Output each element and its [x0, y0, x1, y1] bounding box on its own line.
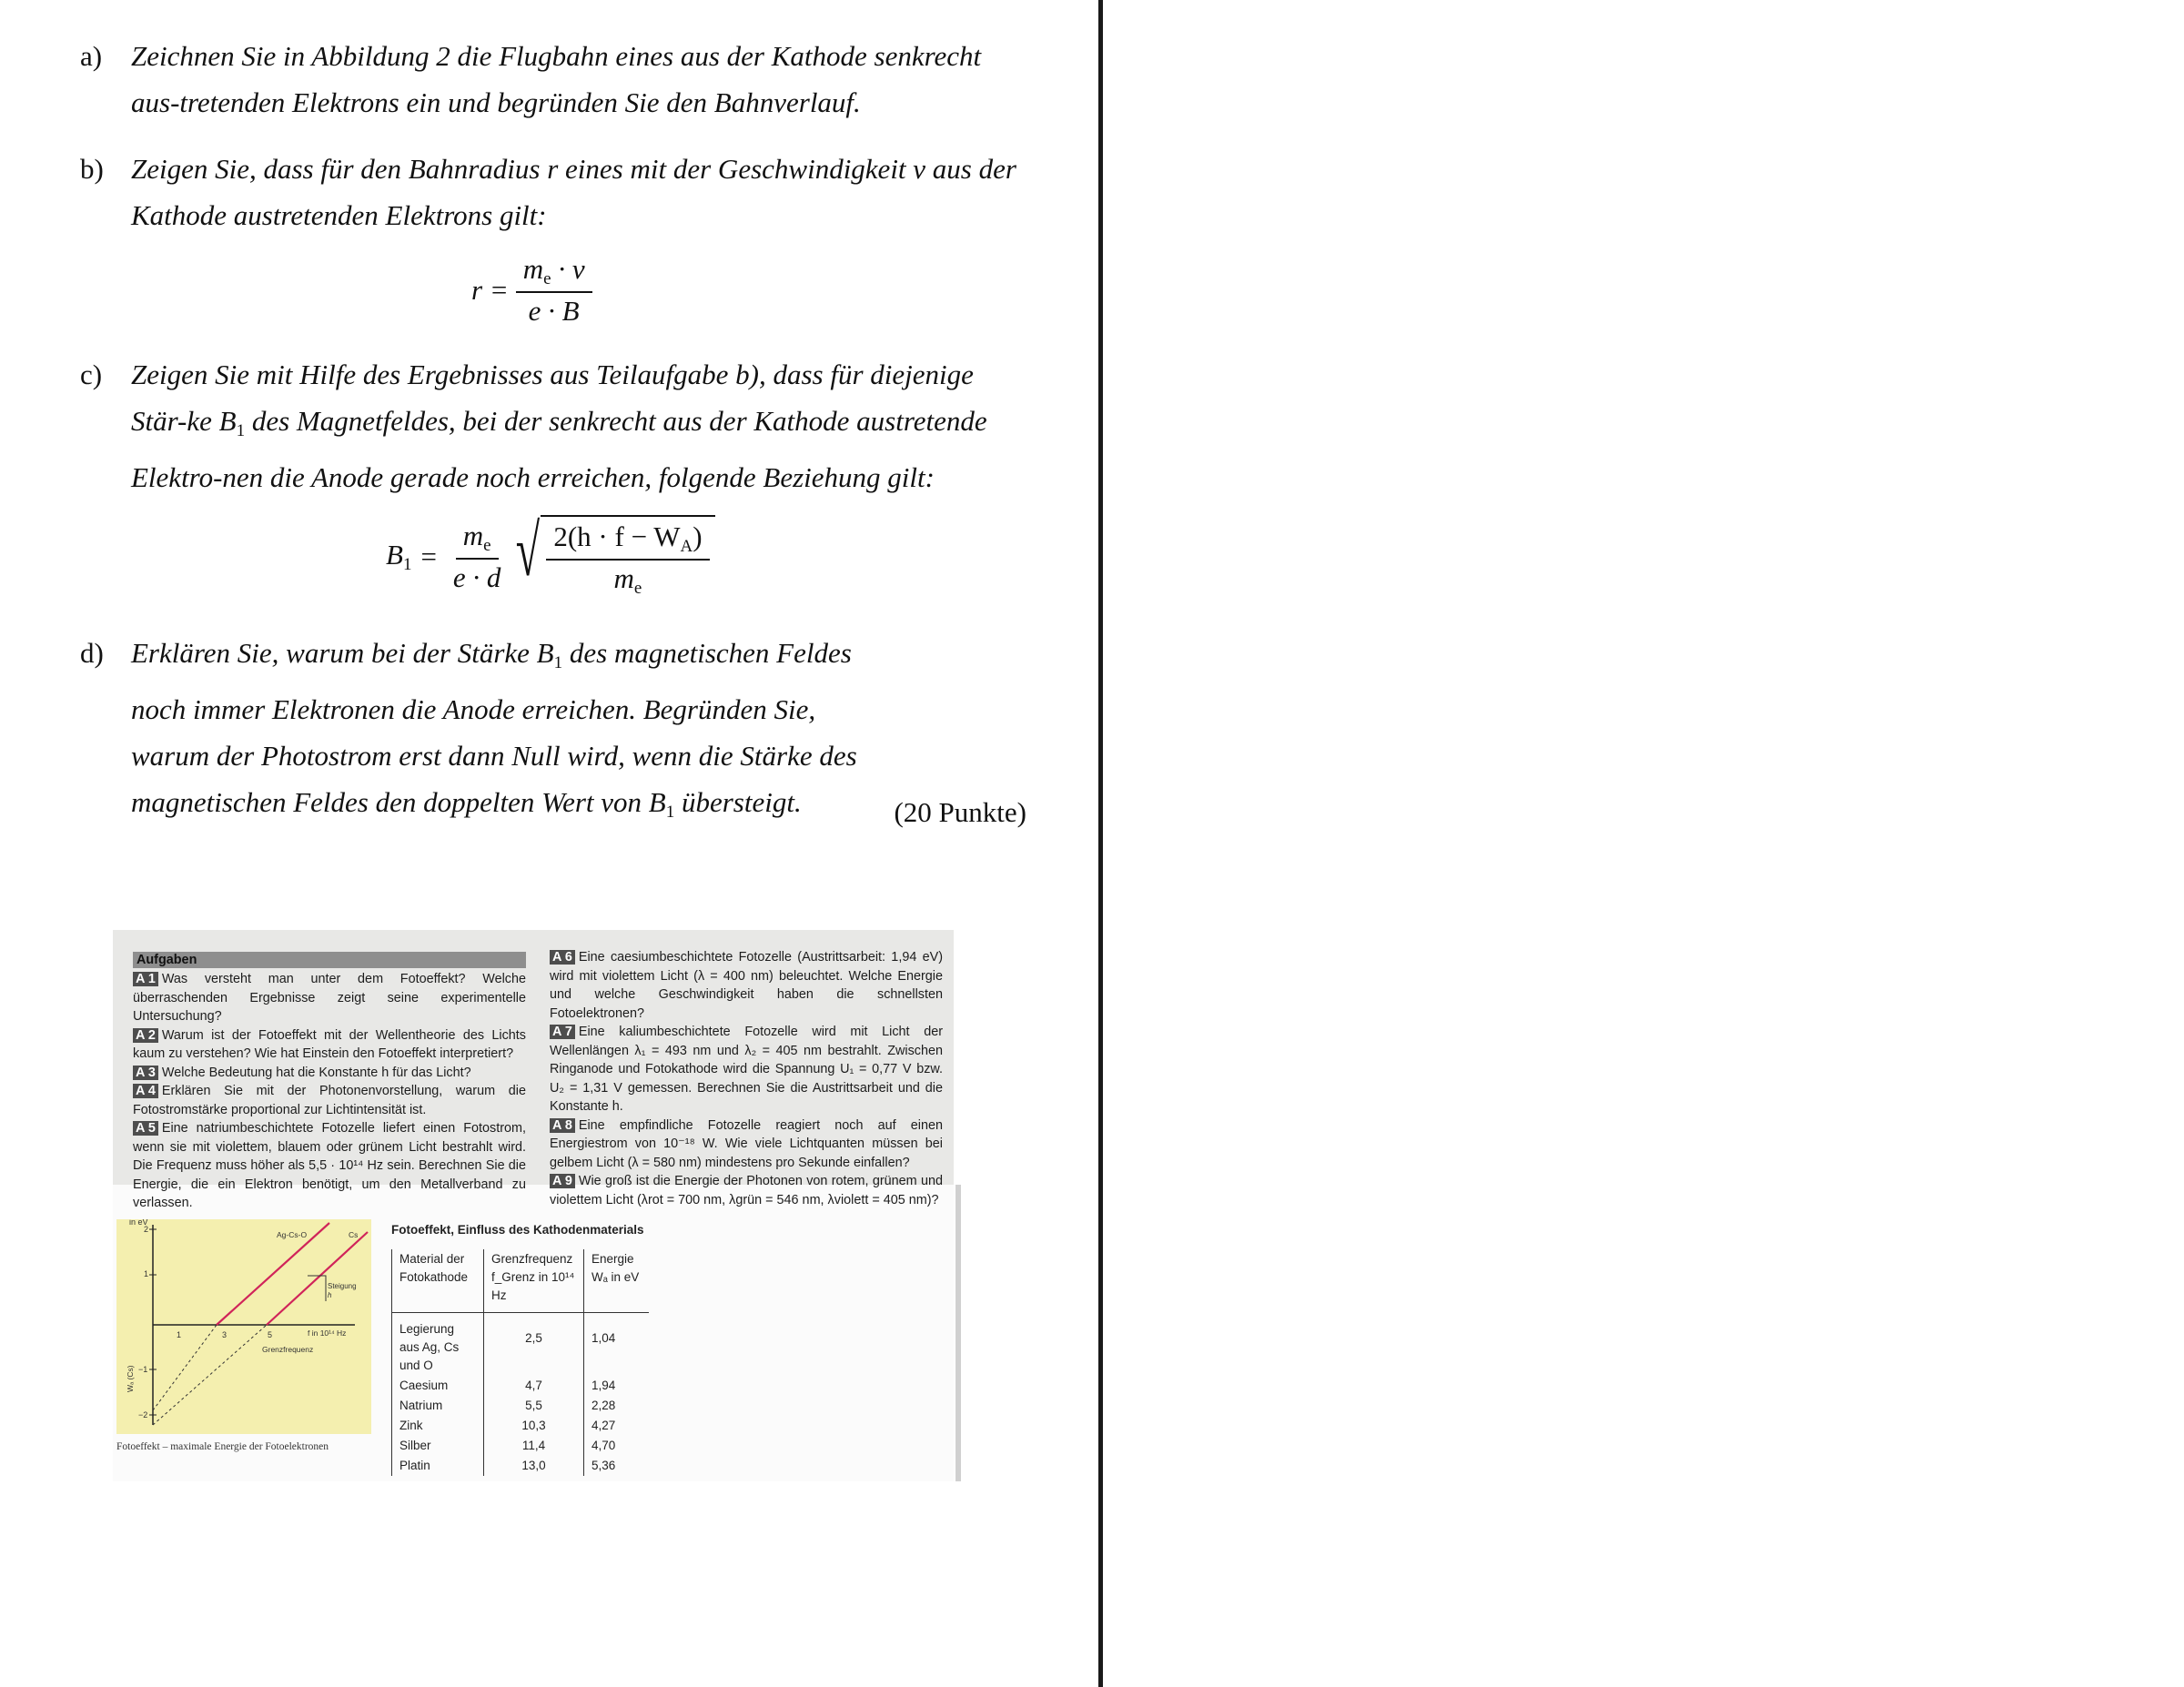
table-cell: Silber: [399, 1439, 431, 1452]
table-title: Fotoeffekt, Einfluss des Kathodenmaterials: [391, 1223, 644, 1237]
subscript: 1: [665, 803, 675, 822]
y-tick-label: 2: [144, 1225, 149, 1234]
formula-sub: e: [543, 269, 551, 288]
aufgabe-tag: A 3: [133, 1066, 158, 1080]
formula-eq: =: [420, 540, 437, 572]
formula-num-rest: · v: [551, 253, 585, 285]
aufgabe-item: [133, 1026, 526, 1064]
aufgabe-tag: A 8: [550, 1118, 575, 1133]
y-tick-label: −1: [138, 1365, 148, 1374]
series-line-agcso: [217, 1223, 329, 1325]
photoeffect-chart: [116, 1219, 371, 1434]
task-b: [80, 146, 1026, 238]
table-header: Grenzfrequenz f_Grenz in 10¹⁴ Hz: [483, 1249, 583, 1313]
formula-lhs: [386, 539, 411, 575]
slope-symbol: h: [328, 1291, 332, 1299]
scan-edge: [956, 1185, 961, 1481]
aufgabe-tag: A 9: [550, 1174, 575, 1188]
task-text: Zeichnen Sie in Abbildung 2 die Flugbahn eines aus der Kathode senkrecht aus-tretenden Elektrons ein und begründen Sie den Bahnverlauf.: [131, 40, 982, 118]
formula-root-num: 2(h · f − W: [553, 520, 681, 552]
y-tick-label: −2: [138, 1410, 148, 1419]
table-cell: Zink: [399, 1419, 423, 1432]
subscript: 1: [236, 421, 246, 440]
formula-root-num-end: ): [693, 520, 703, 552]
x-tick-label: 3: [222, 1330, 228, 1339]
formula-fraction: [446, 520, 509, 594]
aufgabe-item: [550, 1116, 943, 1173]
x-tick-label: 5: [268, 1330, 273, 1339]
aufgabe-item: [133, 970, 526, 1026]
aufgabe-item: [550, 948, 943, 1023]
aufgabe-tag: A 4: [133, 1084, 158, 1098]
table-cell: 4,70: [583, 1436, 649, 1456]
y-unit-label: in eV: [129, 1219, 148, 1227]
aufgaben-column-right: [550, 948, 943, 1209]
formula-b1: [386, 511, 715, 599]
task-label: b): [80, 153, 104, 185]
formula-den: e · B: [528, 295, 580, 327]
table-cell: 5,36: [583, 1456, 649, 1476]
aufgabe-tag: A 6: [550, 950, 575, 965]
table-grid: [391, 1249, 664, 1476]
material-table: [391, 1223, 664, 1476]
aufgabe-text: Eine caesiumbeschichtete Fotozelle (Austrittsarbeit: 1,94 eV) wird mit violettem Licht (λ = 400 nm) beleuchtet. Welche Energie und welche Geschwindigkeit haben die schnellsten Fotoelektronen?: [550, 950, 943, 1021]
x-tick-label: 1: [177, 1330, 182, 1339]
task-text-part: des magnetischen Feldes noch immer Elektronen die Anode erreichen. Begründen Sie, warum der Photostrom erst dann Null wird, wenn die Stärke des magnetischen Feldes den doppelten Wert von B: [131, 637, 857, 818]
aufgabe-tag: A 1: [133, 972, 158, 986]
task-text: [131, 351, 1026, 500]
series-label: Ag-Cs-O: [277, 1230, 308, 1239]
aufgabe-text: Eine kaliumbeschichtete Fotozelle wird mit Licht der Wellenlängen λ₁ = 493 nm und λ₂ = 405 nm bestrahlt. Zwischen Ringanode und Fotokathode wird die Spannung U₁ = 0,77 V bzw. U₂ = 1,31 V gemessen. Berechnen Sie die Austrittsarbeit und die Konstante h.: [550, 1025, 943, 1114]
table-header: Energie Wₐ in eV: [583, 1249, 649, 1313]
formula-sqrt: [508, 511, 714, 599]
task-d: [80, 630, 1026, 835]
task-label: d): [80, 637, 104, 669]
formula-root-den: m: [613, 562, 634, 594]
points-label: (20 Punkte): [894, 796, 1026, 828]
formula-den: e · d: [452, 561, 501, 593]
x-axis-label: f in 10¹⁴ Hz: [308, 1328, 347, 1338]
table-cell: 1,94: [583, 1376, 649, 1396]
table-cell: 13,0: [483, 1456, 583, 1476]
table-cell: 11,4: [483, 1436, 583, 1456]
dashed-extension: [153, 1325, 217, 1410]
aufgabe-item: [133, 1082, 526, 1119]
task-text: [131, 630, 881, 835]
y-tick-label: 1: [144, 1269, 149, 1278]
table-cell: 2,5: [483, 1313, 583, 1376]
sqrt-fraction: [546, 520, 709, 599]
task-text-part: Erklären Sie, warum bei der Stärke B: [131, 637, 554, 669]
aufgabe-text: Wie groß ist die Energie der Photonen von rotem, grünem und violettem Licht (λrot = 700 nm, λgrün = 546 nm, λviolett = 405 nm)?: [550, 1174, 943, 1207]
table-cell: Legierung aus Ag, Cs und O: [399, 1322, 460, 1372]
formula-lhs-symbol: B: [386, 539, 403, 571]
aufgaben-column-left: [133, 952, 526, 1213]
formula-sub: e: [633, 579, 642, 598]
formula-lhs: r =: [471, 274, 509, 306]
formula-fraction: [516, 253, 592, 328]
task-a: [80, 33, 1026, 126]
aufgabe-text: Eine empfindliche Fotozelle reagiert noch auf einen Energiestrom von 10⁻¹⁸ W. Wie viele Lichtquanten müssen bei gelbem Licht (λ = 580 nm) mindestens pro Sekunde einfallen?: [550, 1117, 943, 1170]
task-c: [80, 351, 1026, 500]
y-axis-label: Wₐ (Cs): [126, 1365, 135, 1392]
page-divider: [1098, 0, 1103, 1687]
aufgaben-panel: [113, 930, 954, 1210]
aufgabe-text: Eine natriumbeschichtete Fotozelle liefert einen Fotostrom, wenn sie mit violettem, blauem oder grünem Licht bestrahlt wird. Die Frequenz muss höher als 5,5 · 10¹⁴ Hz sein. Berechnen Sie die Energie, die ein Elektron benötigt, um den Metallverband zu verlassen.: [133, 1121, 526, 1210]
aufgabe-item: [133, 1064, 526, 1083]
dashed-extension: [153, 1325, 267, 1425]
task-text: Zeigen Sie, dass für den Bahnradius r eines mit der Geschwindigkeit v aus der Kathode austretenden Elektrons gilt:: [131, 153, 1016, 231]
table-cell: 5,5: [483, 1396, 583, 1416]
aufgabe-text: Warum ist der Fotoeffekt mit der Wellentheorie des Lichts kaum zu verstehen? Wie hat Einstein den Fotoeffekt interpretiert?: [133, 1027, 526, 1061]
task-label: a): [80, 40, 103, 72]
formula-sub: e: [483, 536, 491, 555]
aufgabe-item: [133, 1119, 526, 1213]
table-cell: 4,27: [583, 1416, 649, 1436]
series-label: Cs: [349, 1230, 359, 1239]
table-cell: 2,28: [583, 1396, 649, 1416]
aufgabe-item: [550, 1172, 943, 1209]
formula-radius: [471, 253, 592, 328]
formula-num: m: [522, 253, 544, 285]
table-cell: Natrium: [399, 1399, 443, 1412]
task-text-part: übersteigt.: [674, 786, 802, 818]
formula-sub: 1: [402, 555, 412, 574]
aufgabe-tag: A 5: [133, 1121, 158, 1136]
threshold-label: Grenzfrequenz: [262, 1345, 314, 1354]
aufgabe-text: Was versteht man unter dem Fotoeffekt? Welche überraschenden Ergebnisse zeigt seine experimentelle Untersuchung?: [133, 972, 526, 1024]
table-cell: Caesium: [399, 1379, 449, 1392]
table-cell: 1,04: [583, 1313, 649, 1376]
aufgabe-tag: A 7: [550, 1025, 575, 1039]
table-cell: 4,7: [483, 1376, 583, 1396]
table-header: Material der Fotokathode: [392, 1249, 483, 1313]
aufgabe-text: Erklären Sie mit der Photonenvorstellung, warum die Fotostromstärke proportional zur Lichtintensität ist.: [133, 1084, 526, 1117]
sqrt-icon: √: [516, 511, 541, 591]
formula-sub: A: [680, 537, 693, 556]
aufgabe-item: [550, 1023, 943, 1116]
task-label: c): [80, 359, 103, 390]
series-line-cs: [267, 1232, 368, 1325]
textbook-scan: [113, 930, 954, 1481]
subscript: 1: [553, 653, 563, 672]
task-text-part: des Magnetfeldes, bei der senkrecht aus der Kathode austretende Elektro-nen die Anode gerade noch erreichen, folgende Beziehung gilt:: [131, 405, 987, 493]
slope-label: Steigung: [328, 1282, 357, 1290]
table-cell: Platin: [399, 1459, 430, 1472]
table-cell: 10,3: [483, 1416, 583, 1436]
chart-caption: Fotoeffekt – maximale Energie der Fotoelektronen: [116, 1441, 329, 1452]
aufgaben-heading: Aufgaben: [133, 952, 526, 968]
formula-num: m: [462, 520, 484, 551]
aufgabe-text: Welche Bedeutung hat die Konstante h für das Licht?: [161, 1065, 471, 1080]
aufgabe-tag: A 2: [133, 1028, 158, 1043]
task-text-part: Zeigen Sie mit Hilfe des Ergebnisses aus Teilaufgabe b), dass für diejenige Stär-ke B: [131, 359, 974, 437]
